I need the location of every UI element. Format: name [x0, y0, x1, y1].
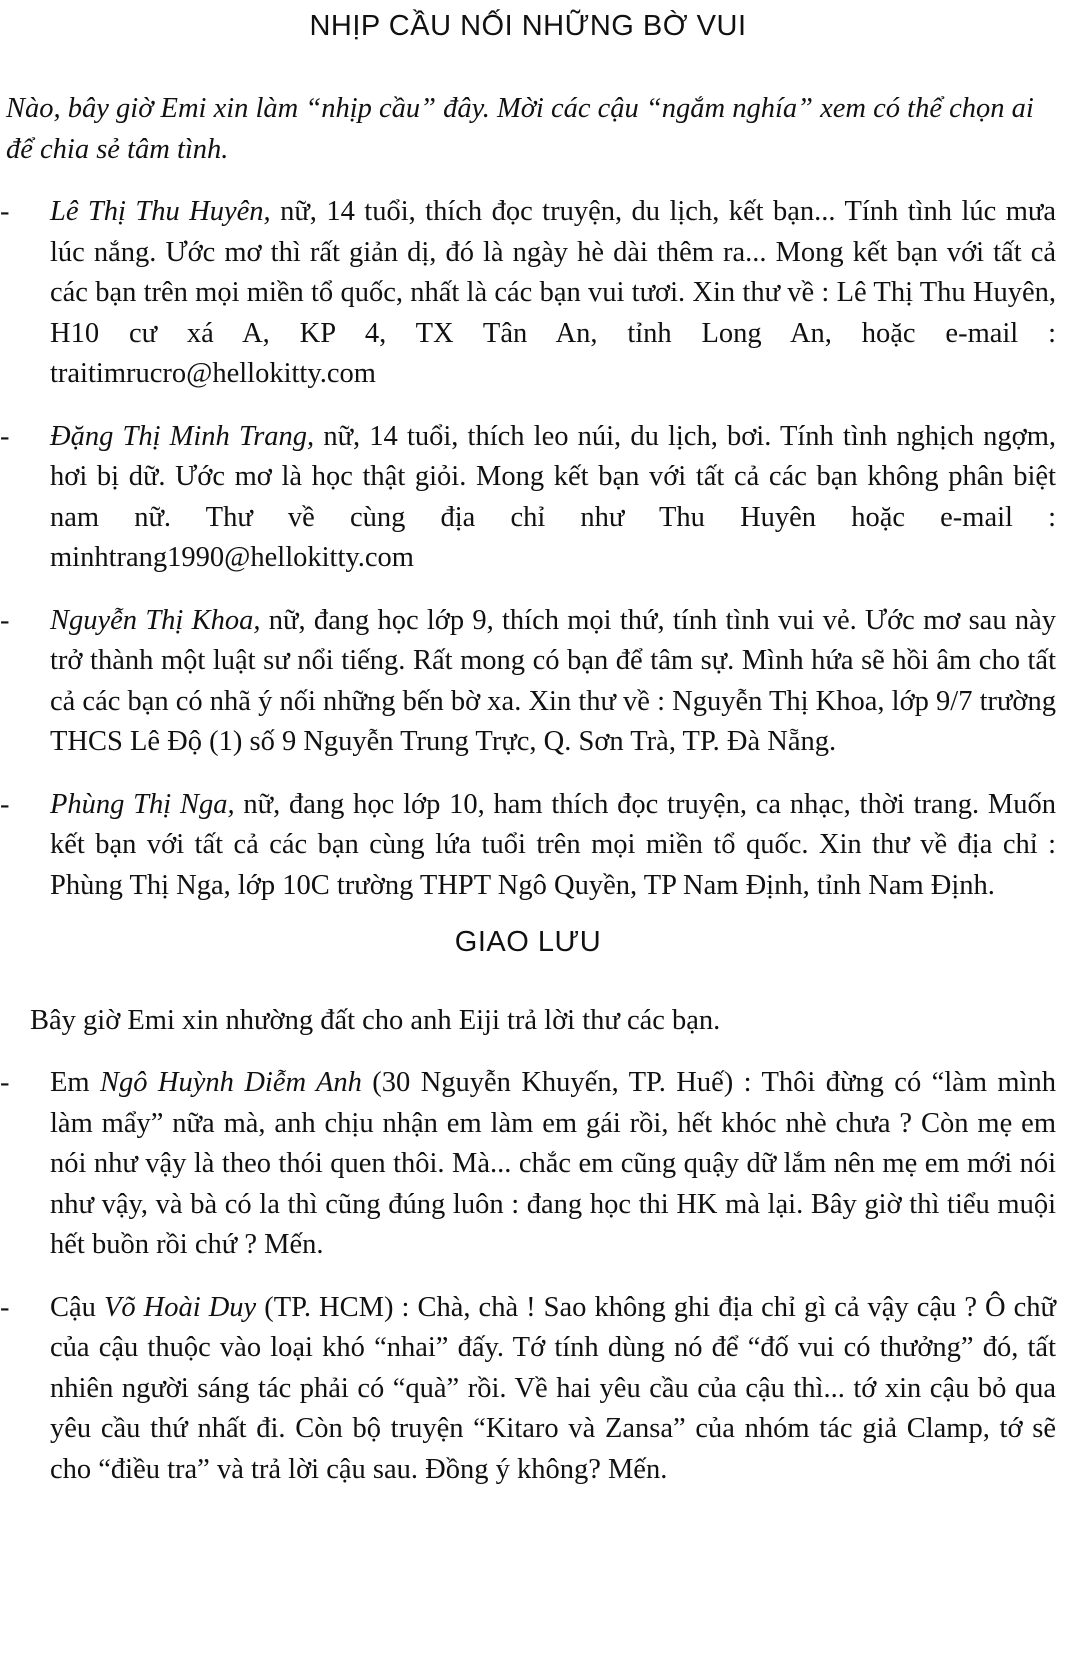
reply-text: (30 Nguyễn Khuyến, TP. Huế) : Thôi đừng có “làm mình làm mẩy” nữa mà, anh chịu nhận em làm em gái rồi, hết khóc nhè chưa ? Còn mẹ em nói như vậy là theo thói quen thôi. Mà... chắc em cũng quậy dữ lắm nên mẹ em mới nói như vậy, và bà có la thì cũng đúng luôn : đang học thi HK mà lại. Bây giờ thì tiểu muội hết buồn rồi chứ ? Mến.	[50, 1067, 1057, 1260]
entry-name: Đặng Thị Minh Trang,	[50, 420, 315, 452]
reply-list	[0, 1063, 1056, 1490]
list-dash: -	[0, 788, 10, 820]
pen-pal-entry	[0, 192, 1056, 395]
pen-pal-entry	[0, 417, 1056, 579]
reply-prefix: Em	[50, 1067, 100, 1098]
entry-text: nữ, đang học lớp 10, ham thích đọc truyện, ca nhạc, thời trang. Muốn kết bạn với tất cả các bạn cùng lứa tuổi trên mọi miền tổ quốc. Xin thư về địa chỉ : Phùng Thị Nga, lớp 10C trường THPT Ngô Quyền, TP Nam Định, tỉnh Nam Định.	[50, 788, 1057, 901]
list-dash: -	[0, 604, 10, 636]
list-dash: -	[0, 196, 10, 227]
entry-name: Lê Thị Thu Huyên,	[50, 196, 271, 227]
entry-name: Phùng Thị Nga,	[50, 788, 235, 820]
pen-pal-entry	[0, 601, 1056, 763]
entry-name: Nguyễn Thị Khoa,	[50, 604, 261, 636]
list-dash: -	[0, 1291, 10, 1323]
section-title: GIAO LƯU	[454, 926, 602, 958]
pen-pal-list	[0, 192, 1056, 906]
list-dash: -	[0, 420, 10, 452]
pen-pal-entry	[0, 785, 1056, 907]
reply-entry	[0, 1288, 1056, 1491]
reply-entry	[0, 1063, 1056, 1266]
reply-name: Võ Hoài Duy	[103, 1291, 257, 1323]
reply-prefix: Cậu	[50, 1291, 104, 1323]
reply-text: (TP. HCM) : Chà, chà ! Sao không ghi địa chỉ gì cả vậy cậu ? Ô chữ của cậu thuộc vào loại khó “nhai” đấy. Tớ tính dùng nó để “đố vui có thưởng” đó, tất nhiên người sáng tác phải có “quà” rồi. Về hai yêu cầu của cậu thì... tớ xin cậu bỏ qua yêu cầu thứ nhất đi. Còn bộ truyện “Kitaro và Zansa” của nhóm tác giả Clamp, tớ sẽ cho “điều tra” và trả lời cậu sau. Đồng ý không? Mến.	[50, 1291, 1057, 1485]
section-intro: Bây giờ Emi xin nhường đất cho anh Eiji trả lời thư các bạn.	[30, 1005, 721, 1036]
reply-name: Ngô Huỳnh Diễm Anh	[100, 1067, 362, 1098]
list-dash: -	[0, 1067, 10, 1098]
entry-text: nữ, 14 tuổi, thích đọc truyện, du lịch, kết bạn... Tính tình lúc mưa lúc nắng. Ước mơ thì rất giản dị, đó là ngày hè dài thêm ra... Mong kết bạn với tất cả các bạn trên mọi miền tổ quốc, nhất là các bạn vui tươi. Xin thư về : Lê Thị Thu Huyên, H10 cư xá A, KP 4, TX Tân An, tỉnh Long An, hoặc e-mail : traitimrucro@hellokitty.com	[50, 196, 1056, 389]
intro-paragraph: Nào, bây giờ Emi xin làm “nhịp cầu” đây. Mời các cậu “ngắm nghía” xem có thể chọn ai để chia sẻ tâm tình.	[6, 93, 1034, 165]
page-title: NHỊP CẦU NỐI NHỮNG BỜ VUI	[309, 10, 747, 42]
entry-text: nữ, đang học lớp 9, thích mọi thứ, tính tình vui vẻ. Ước mơ sau này trở thành một luật sư nổi tiếng. Rất mong có bạn để tâm sự. Mình hứa sẽ hồi âm cho tất cả các bạn có nhã ý nối những bến bờ xa. Xin thư về : Nguyễn Thị Khoa, lớp 9/7 trường THCS Lê Độ (1) số 9 Nguyễn Trung Trực, Q. Sơn Trà, TP. Đà Nẵng.	[50, 604, 1056, 757]
entry-text: nữ, 14 tuổi, thích leo núi, du lịch, bơi. Tính tình nghịch ngợm, hơi bị dữ. Ước mơ là học thật giỏi. Mong kết bạn với tất cả các bạn không phân biệt nam nữ. Thư về cùng địa chỉ như Thu Huyên hoặc e-mail : minhtrang1990@hellokitty.com	[50, 420, 1056, 573]
